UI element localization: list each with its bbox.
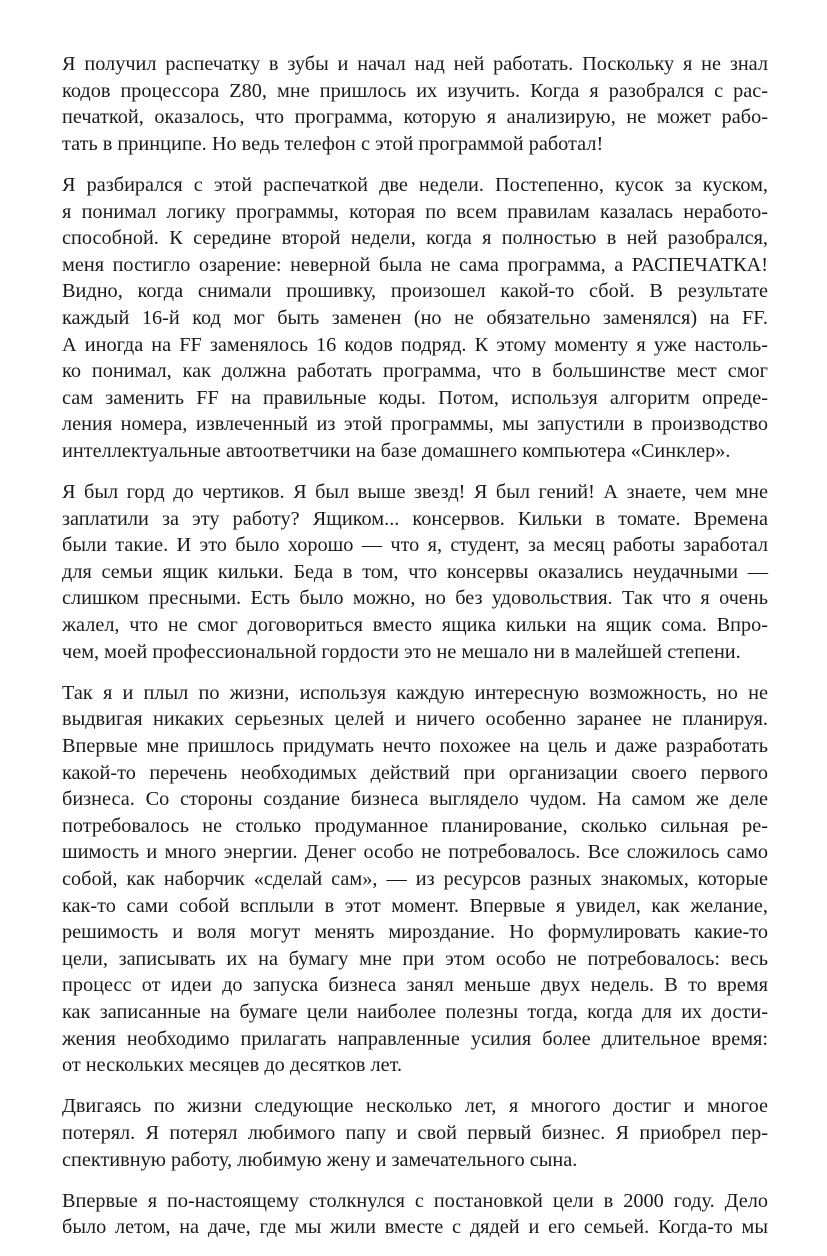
paragraph-1 (62, 51, 768, 157)
text-line: шимость и много энергии. Денег особо не потребовалось. Все сложилось само (62, 841, 768, 864)
text-line: кодов процессора Z80, мне пришлось их изучить. Когда я разобрался с рас- (62, 79, 768, 102)
text-line: печаткой, оказалось, что программа, которую я анализирую, не может рабо- (62, 106, 768, 129)
text-line: процесс от идеи до запуска бизнеса занял меньше двух недель. В то время (62, 974, 768, 997)
text-line: какой-то перечень необходимых действий при организации своего первого (62, 761, 768, 784)
text-line: Видно, когда снимали прошивку, произошел какой-то сбой. В результате (62, 280, 768, 303)
text-line: А иногда на FF заменялось 16 кодов подряд. К этому моменту я уже настоль- (62, 333, 768, 356)
text-line: жения необходимо прилагать направленные усилия более длительное время: (62, 1027, 768, 1050)
text-line: было летом, на даче, где мы жили вместе с дядей и его семьей. Когда-то мы (62, 1216, 768, 1239)
text-line: бизнеса. Со стороны создание бизнеса выглядело чудом. На самом же деле (62, 788, 768, 811)
text-line: чем, моей профессиональной гордости это не мешало ни в малейшей степени. (62, 640, 741, 663)
paragraph-5 (62, 1093, 768, 1173)
text-line: жалел, что не смог договориться вместо ящика кильки на ящик сома. Впро- (62, 614, 768, 637)
text-line: Двигаясь по жизни следующие несколько лет, я многого достиг и многое (62, 1095, 768, 1118)
text-line: меня постигло озарение: неверной была не сама программа, а РАСПЕЧАТКА! (62, 253, 768, 276)
text-line: ко понимал, как должна работать программа, что в большинстве мест смог (62, 360, 768, 383)
paragraph-4 (62, 680, 768, 1079)
paragraph-3 (62, 479, 768, 665)
text-line: сам заменить FF на правильные коды. Потом, используя алгоритм опреде- (62, 386, 768, 409)
text-line: Я получил распечатку в зубы и начал над ней работать. Поскольку я не знал (62, 53, 768, 75)
text-line: потребовалось не столько продуманное планирование, сколько сильная ре- (62, 814, 768, 837)
text-line: Я был горд до чертиков. Я был выше звезд! Я был гений! А знаете, чем мне (62, 481, 768, 504)
text-line: я понимал логику программы, которая по всем правилам казалась неработо- (62, 200, 768, 223)
text-line: способной. К середине второй недели, когда я полностью в ней разобрался, (62, 227, 768, 250)
text-line: были такие. И это было хорошо — что я, студент, за месяц работы заработал (62, 534, 768, 557)
text-line: решимость и воля могут менять мироздание. Но формулировать какие-то (62, 921, 768, 944)
text-line: от нескольких месяцев до десятков лет. (62, 1054, 403, 1077)
text-line: Я разбирался с этой распечаткой две недели. Постепенно, кусок за куском, (62, 173, 768, 196)
text-line: каждый 16-й код мог быть заменен (но не обязательно заменялся) на FF. (62, 306, 768, 329)
text-line: интеллектуальные автоответчики на базе домашнего компьютера «Синклер». (62, 439, 731, 462)
text-line: Впервые мне пришлось придумать нечто похожее на цель и даже разработать (62, 735, 768, 758)
text-line: цели, записывать их на бумагу мне при этом особо не потребовалось: весь (62, 947, 768, 970)
text-line: ления номера, извлеченный из этой программы, мы запустили в производство (62, 413, 768, 436)
text-line: слишком пресными. Есть было можно, но без удовольствия. Так что я очень (62, 587, 768, 610)
book-page (62, 51, 768, 1256)
text-line: как записанные на бумаге цели наиболее полезны тогда, когда для их дости- (62, 1000, 768, 1023)
text-line: Впервые я по-настоящему столкнулся с постановкой цели в 2000 году. Дело (62, 1189, 768, 1212)
text-line: для семьи ящик кильки. Беда в том, что консервы оказались неудачными — (62, 560, 768, 583)
text-line: как-то сами собой всплыли в этот момент. Впервые я увидел, как желание, (62, 894, 768, 917)
text-line: тать в принципе. Но ведь телефон с этой программой работал! (62, 132, 604, 155)
text-line: Так я и плыл по жизни, используя каждую интересную возможность, но не (62, 681, 768, 704)
text-line: выдвигая никаких серьезных целей и ничего особенно заранее не планируя. (62, 708, 768, 731)
paragraph-2 (62, 172, 768, 465)
text-line: спективную работу, любимую жену и замечательного сына. (62, 1148, 578, 1171)
paragraph-6 (62, 1188, 768, 1241)
text-line: собой, как наборчик «сделай сам», — из ресурсов разных знакомых, которые (62, 868, 768, 890)
text-line: потерял. Я потерял любимого папу и свой первый бизнес. Я приобрел пер- (62, 1121, 768, 1144)
text-line: заплатили за эту работу? Ящиком... консервов. Кильки в томате. Времена (62, 507, 768, 530)
